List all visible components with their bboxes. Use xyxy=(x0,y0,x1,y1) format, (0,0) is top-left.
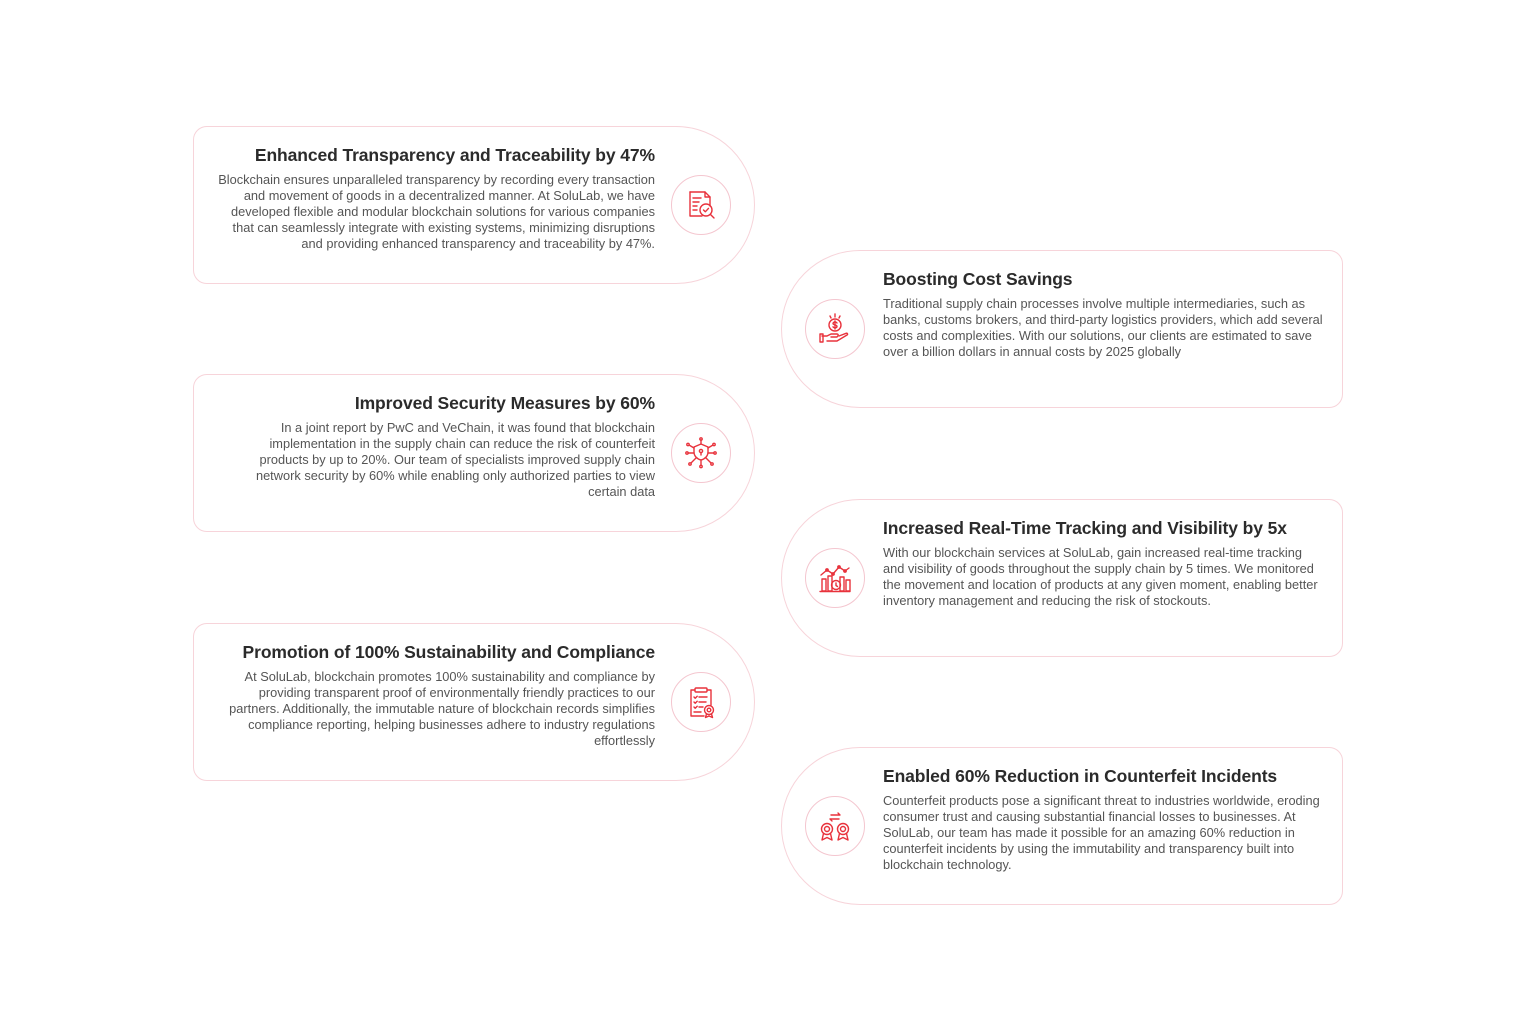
feature-description: At SoluLab, blockchain promotes 100% sustainability and compliance by providing transparent proof of environmentally friendly practices to our partners. Additionally, the immutable nature of blockchain records simplifies compliance reporting, helping businesses adhere to industry regulations effortlessly xyxy=(229,669,655,748)
feature-title: Boosting Cost Savings xyxy=(883,269,1073,289)
feature-title: Increased Real-Time Tracking and Visibility by 5x xyxy=(883,518,1287,538)
feature-title: Enabled 60% Reduction in Counterfeit Incidents xyxy=(883,766,1278,786)
hand-coin-icon xyxy=(818,312,852,346)
feature-title: Promotion of 100% Sustainability and Compliance xyxy=(242,642,655,662)
feature-text xyxy=(218,393,655,500)
feature-icon-circle xyxy=(671,175,731,235)
feature-card-tracking xyxy=(781,499,1343,657)
feature-description: Blockchain ensures unparalleled transparency by recording every transaction and movement of goods in a decentralized manner. At SoluLab, we have developed flexible and modular blockchain solutions for various companies that can seamlessly integrate with existing systems, minimizing disruptions and providing enhanced transparency and traceability by 47%. xyxy=(218,172,655,251)
shield-network-icon xyxy=(684,436,718,470)
feature-description: In a joint report by PwC and VeChain, it was found that blockchain implementation in the supply chain can reduce the risk of counterfeit products by up to 20%. Our team of specialists improved supply chain network security by 60% while enabling only authorized parties to view certain data xyxy=(255,420,655,499)
clipboard-checklist-icon xyxy=(684,685,718,719)
feature-text xyxy=(218,642,655,749)
feature-icon-circle xyxy=(805,796,865,856)
feature-title: Improved Security Measures by 60% xyxy=(354,393,655,413)
feature-icon-circle xyxy=(671,423,731,483)
feature-icon-circle xyxy=(805,548,865,608)
feature-text xyxy=(883,518,1323,609)
feature-card-security xyxy=(193,374,755,532)
feature-text xyxy=(218,145,655,252)
feature-text xyxy=(883,269,1323,360)
feature-text xyxy=(883,766,1323,873)
feature-description: Counterfeit products pose a significant threat to industries worldwide, eroding consumer trust and causing substantial financial losses to businesses. At SoluLab, our team has made it possible for an amazing 60% reduction in counterfeit incidents by using the immutability and transparency built into blockchain technology. xyxy=(883,793,1320,872)
feature-icon-circle xyxy=(671,672,731,732)
feature-icon-circle xyxy=(805,299,865,359)
feature-description: Traditional supply chain processes involve multiple intermediaries, such as banks, customs brokers, and third-party logistics providers, which add several costs and complexities. With our solutions, our clients are estimated to save over a billion dollars in annual costs by 2025 globally xyxy=(883,296,1323,359)
feature-description: With our blockchain services at SoluLab, gain increased real-time tracking and visibility of goods throughout the supply chain by 5 times. We monitored the movement and location of products at any given moment, enabling better inventory management and reducing the risk of stockouts. xyxy=(883,545,1318,608)
feature-card-sustainability xyxy=(193,623,755,781)
analytics-chart-icon xyxy=(818,561,852,595)
document-search-icon xyxy=(684,188,718,222)
feature-card-cost-savings xyxy=(781,250,1343,408)
feature-card-transparency xyxy=(193,126,755,284)
feature-card-counterfeit xyxy=(781,747,1343,905)
badges-exchange-icon xyxy=(818,809,852,843)
feature-title: Enhanced Transparency and Traceability by 47% xyxy=(254,145,655,165)
